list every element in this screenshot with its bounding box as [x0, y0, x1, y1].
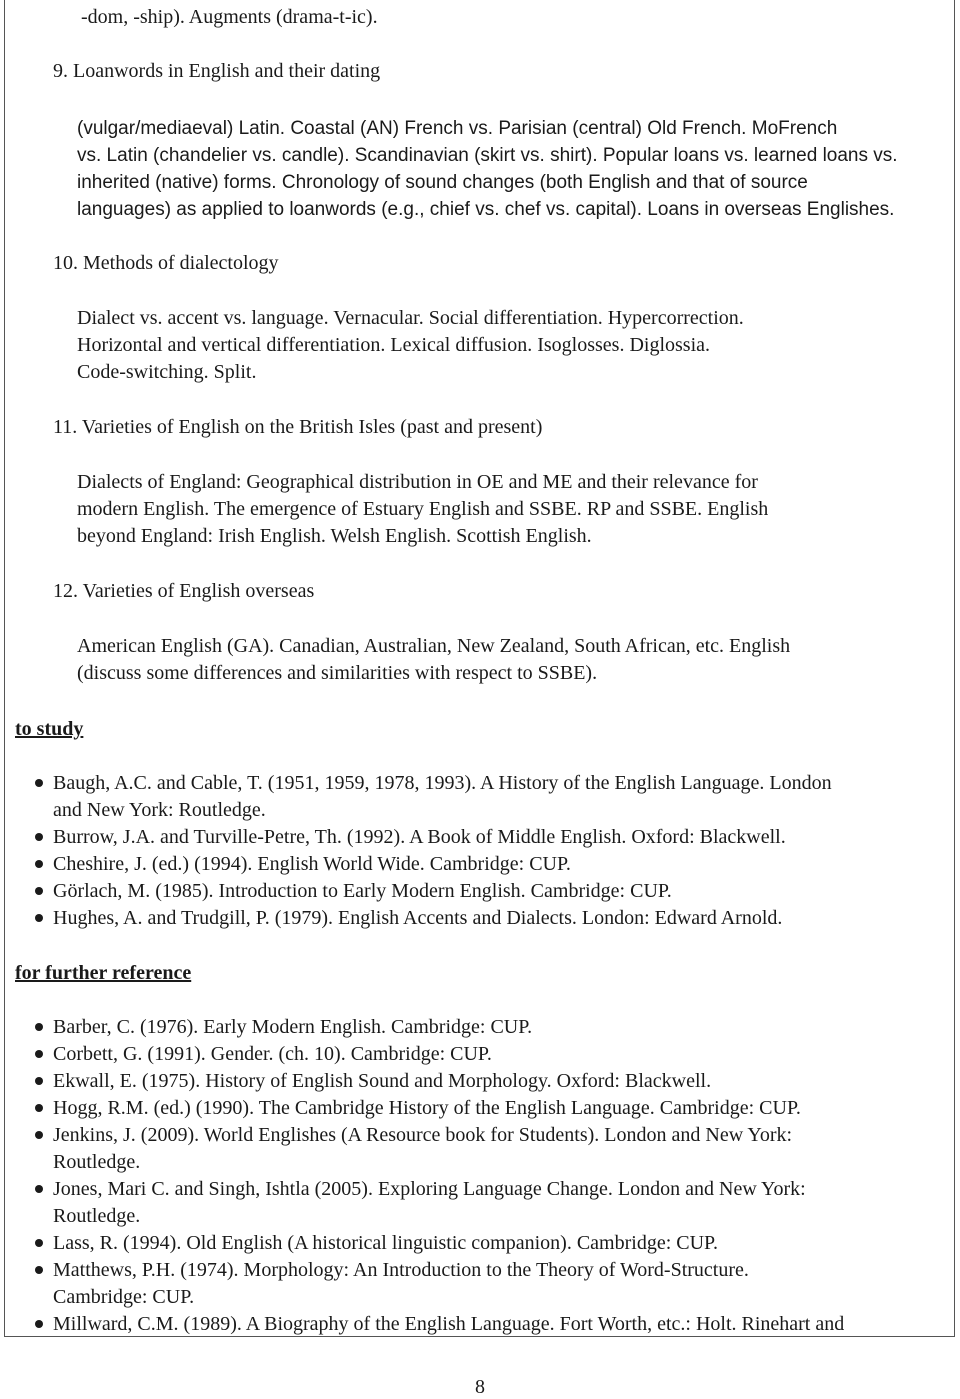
bullet-icon [35, 1077, 43, 1085]
section-11-line: beyond England: Irish English. Welsh English. Scottish English. [77, 525, 592, 547]
reference-line: Corbett, G. (1991). Gender. (ch. 10). Cambridge: CUP. [53, 1043, 492, 1065]
bullet-icon [35, 914, 43, 922]
bullet-icon [35, 1320, 43, 1328]
bullet-icon [35, 1131, 43, 1139]
reference-line: Baugh, A.C. and Cable, T. (1951, 1959, 1978, 1993). A History of the English Language. London [53, 772, 832, 794]
bullet-icon [35, 1050, 43, 1058]
reference-line: Routledge. [53, 1205, 141, 1227]
section-9-line: inherited (native) forms. Chronology of sound changes (both English and that of source [77, 172, 808, 193]
bullet-icon [35, 779, 43, 787]
reference-line: Matthews, P.H. (1974). Morphology: An Introduction to the Theory of Word-Structure. [53, 1259, 749, 1281]
bullet-icon [35, 1185, 43, 1193]
section-9-line: languages) as applied to loanwords (e.g., chief vs. chef vs. capital). Loans in overseas Englishes. [77, 199, 895, 220]
reference-line: Jenkins, J. (2009). World Englishes (A Resource book for Students). London and New York: [53, 1124, 793, 1146]
page-number: 8 [475, 1376, 485, 1398]
reference-line: Cheshire, J. (ed.) (1994). English World Wide. Cambridge: CUP. [53, 853, 571, 875]
reference-line: Jones, Mari C. and Singh, Ishtla (2005). Exploring Language Change. London and New York: [53, 1178, 806, 1200]
section-11-line: modern English. The emergence of Estuary English and SSBE. RP and SSBE. English [77, 498, 769, 520]
bullet-icon [35, 887, 43, 895]
reference-line: Lass, R. (1994). Old English (A historical linguistic companion). Cambridge: CUP. [53, 1232, 718, 1254]
bullet-icon [35, 860, 43, 868]
reference-line: Millward, C.M. (1989). A Biography of the English Language. Fort Worth, etc.: Holt. Rinehart and [53, 1313, 845, 1335]
section-11-line: Dialects of England: Geographical distribution in OE and ME and their relevance for [77, 471, 758, 493]
reference-line: and New York: Routledge. [53, 799, 266, 821]
reference-line: Hughes, A. and Trudgill, P. (1979). English Accents and Dialects. London: Edward Arnold. [53, 907, 783, 929]
bullet-icon [35, 833, 43, 841]
section-12-heading: 12. Varieties of English overseas [53, 580, 315, 602]
reference-line: Cambridge: CUP. [53, 1286, 195, 1308]
reference-line: Görlach, M. (1985). Introduction to Early Modern English. Cambridge: CUP. [53, 880, 672, 902]
continuation-line: -dom, -ship). Augments (drama-t-ic). [81, 6, 378, 28]
section-9-line: vs. Latin (chandelier vs. candle). Scandinavian (skirt vs. shirt). Popular loans vs. learned loans vs. [77, 145, 898, 166]
section-10-line: Code-switching. Split. [77, 361, 257, 383]
bullet-icon [35, 1023, 43, 1031]
section-10-heading: 10. Methods of dialectology [53, 252, 279, 274]
section-10-line: Dialect vs. accent vs. language. Vernacular. Social differentiation. Hypercorrection. [77, 307, 744, 329]
reference-line: Routledge. [53, 1151, 141, 1173]
bullet-icon [35, 1266, 43, 1274]
section-10-line: Horizontal and vertical differentiation. Lexical diffusion. Isoglosses. Diglossia. [77, 334, 710, 356]
bullet-icon [35, 1104, 43, 1112]
section-12-line: American English (GA). Canadian, Australian, New Zealand, South African, etc. English [77, 635, 791, 657]
section-12-line: (discuss some differences and similarities with respect to SSBE). [77, 662, 598, 684]
section-11-heading: 11. Varieties of English on the British Isles (past and present) [53, 416, 543, 438]
section-9-line: (vulgar/mediaeval) Latin. Coastal (AN) French vs. Parisian (central) Old French. MoFrench [77, 118, 838, 139]
further-reference-heading: for further reference [15, 962, 192, 984]
reference-line: Burrow, J.A. and Turville-Petre, Th. (1992). A Book of Middle English. Oxford: Blackwell. [53, 826, 786, 848]
reference-line: Hogg, R.M. (ed.) (1990). The Cambridge History of the English Language. Cambridge: CUP. [53, 1097, 801, 1119]
section-9-heading: 9. Loanwords in English and their dating [53, 60, 381, 82]
reference-line: Ekwall, E. (1975). History of English Sound and Morphology. Oxford: Blackwell. [53, 1070, 712, 1092]
reference-line: Barber, C. (1976). Early Modern English. Cambridge: CUP. [53, 1016, 533, 1038]
page-frame [4, 0, 955, 1337]
to-study-heading: to study [15, 718, 84, 740]
bullet-icon [35, 1239, 43, 1247]
